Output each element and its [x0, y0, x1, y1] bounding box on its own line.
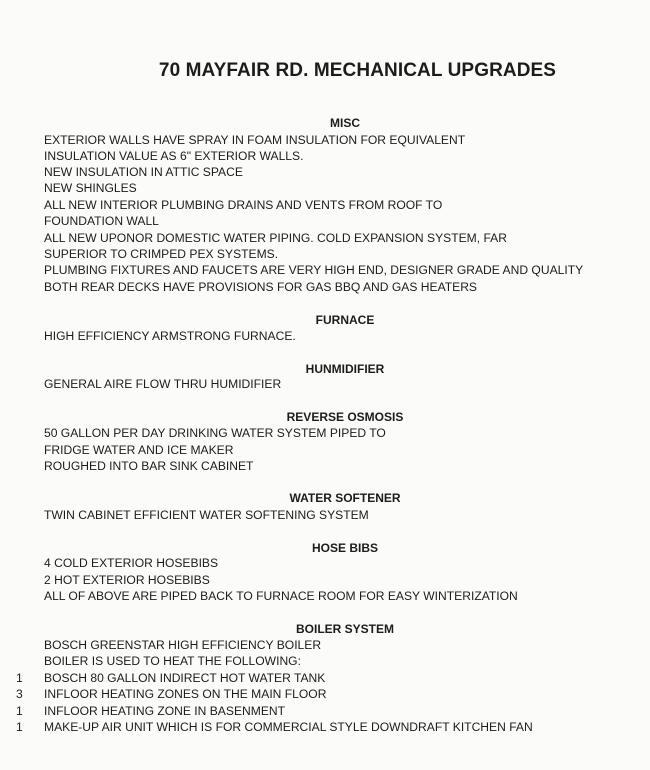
section-heading-misc: MISC: [330, 116, 360, 130]
boiler-item-text: INFLOOR HEATING ZONES ON THE MAIN FLOOR: [44, 687, 327, 701]
section-heading-humidifier: HUNMIDIFIER: [305, 362, 385, 376]
reverse-osmosis-line: 50 GALLON PER DAY DRINKING WATER SYSTEM PIPED TO: [44, 426, 386, 440]
section-heading-boiler-system: BOILER SYSTEM: [295, 622, 394, 636]
misc-line: NEW INSULATION IN ATTIC SPACE: [44, 165, 243, 179]
misc-line: FOUNDATION WALL: [44, 214, 159, 228]
boiler-item-qty: 1: [16, 720, 23, 734]
section-heading-hose-bibs: HOSE BIBS: [311, 541, 378, 555]
misc-line: ALL NEW INTERIOR PLUMBING DRAINS AND VENTS FROM ROOF TO: [44, 198, 443, 212]
boiler-line: BOSCH GREENSTAR HIGH EFFICIENCY BOILER: [44, 638, 322, 652]
misc-line: ALL NEW UPONOR DOMESTIC WATER PIPING. COLD EXPANSION SYSTEM, FAR: [44, 231, 507, 245]
boiler-item-text: BOSCH 80 GALLON INDIRECT HOT WATER TANK: [44, 671, 326, 685]
reverse-osmosis-line: FRIDGE WATER AND ICE MAKER: [44, 443, 234, 457]
misc-line: INSULATION VALUE AS 6" EXTERIOR WALLS.: [44, 149, 304, 163]
boiler-item-text: MAKE-UP AIR UNIT WHICH IS FOR COMMERCIAL STYLE DOWNDRAFT KITCHEN FAN: [44, 720, 533, 734]
hose-bibs-line: ALL OF ABOVE ARE PIPED BACK TO FURNACE ROOM FOR EASY WINTERIZATION: [44, 589, 518, 603]
page-title: 70 MAYFAIR RD. MECHANICAL UPGRADES: [158, 60, 557, 81]
boiler-item-text: INFLOOR HEATING ZONE IN BASENMENT: [44, 704, 286, 718]
boiler-item-qty: 1: [16, 671, 23, 685]
humidifier-line: GENERAL AIRE FLOW THRU HUMIDIFIER: [44, 377, 282, 391]
misc-line: BOTH REAR DECKS HAVE PROVISIONS FOR GAS BBQ AND GAS HEATERS: [44, 280, 477, 294]
misc-line: EXTERIOR WALLS HAVE SPRAY IN FOAM INSULATION FOR EQUIVALENT: [44, 133, 466, 147]
water-softener-line: TWIN CABINET EFFICIENT WATER SOFTENING SYSTEM: [44, 508, 369, 522]
misc-line: NEW SHINGLES: [44, 181, 137, 195]
hose-bibs-line: 4 COLD EXTERIOR HOSEBIBS: [44, 556, 219, 570]
section-heading-reverse-osmosis: REVERSE OSMOSIS: [286, 410, 404, 424]
reverse-osmosis-line: ROUGHED INTO BAR SINK CABINET: [44, 459, 254, 473]
misc-line: SUPERIOR TO CRIMPED PEX SYSTEMS.: [44, 247, 279, 261]
furnace-line: HIGH EFFICIENCY ARMSTRONG FURNACE.: [44, 329, 296, 343]
section-heading-water-softener: WATER SOFTENER: [289, 491, 401, 505]
section-heading-furnace: FURNACE: [315, 313, 375, 327]
boiler-line: BOILER IS USED TO HEAT THE FOLLOWING:: [44, 654, 301, 668]
misc-line: PLUMBING FIXTURES AND FAUCETS ARE VERY HIGH END, DESIGNER GRADE AND QUALITY: [44, 263, 584, 277]
boiler-item-qty: 1: [16, 704, 23, 718]
boiler-item-qty: 3: [16, 687, 23, 701]
hose-bibs-line: 2 HOT EXTERIOR HOSEBIBS: [44, 573, 210, 587]
